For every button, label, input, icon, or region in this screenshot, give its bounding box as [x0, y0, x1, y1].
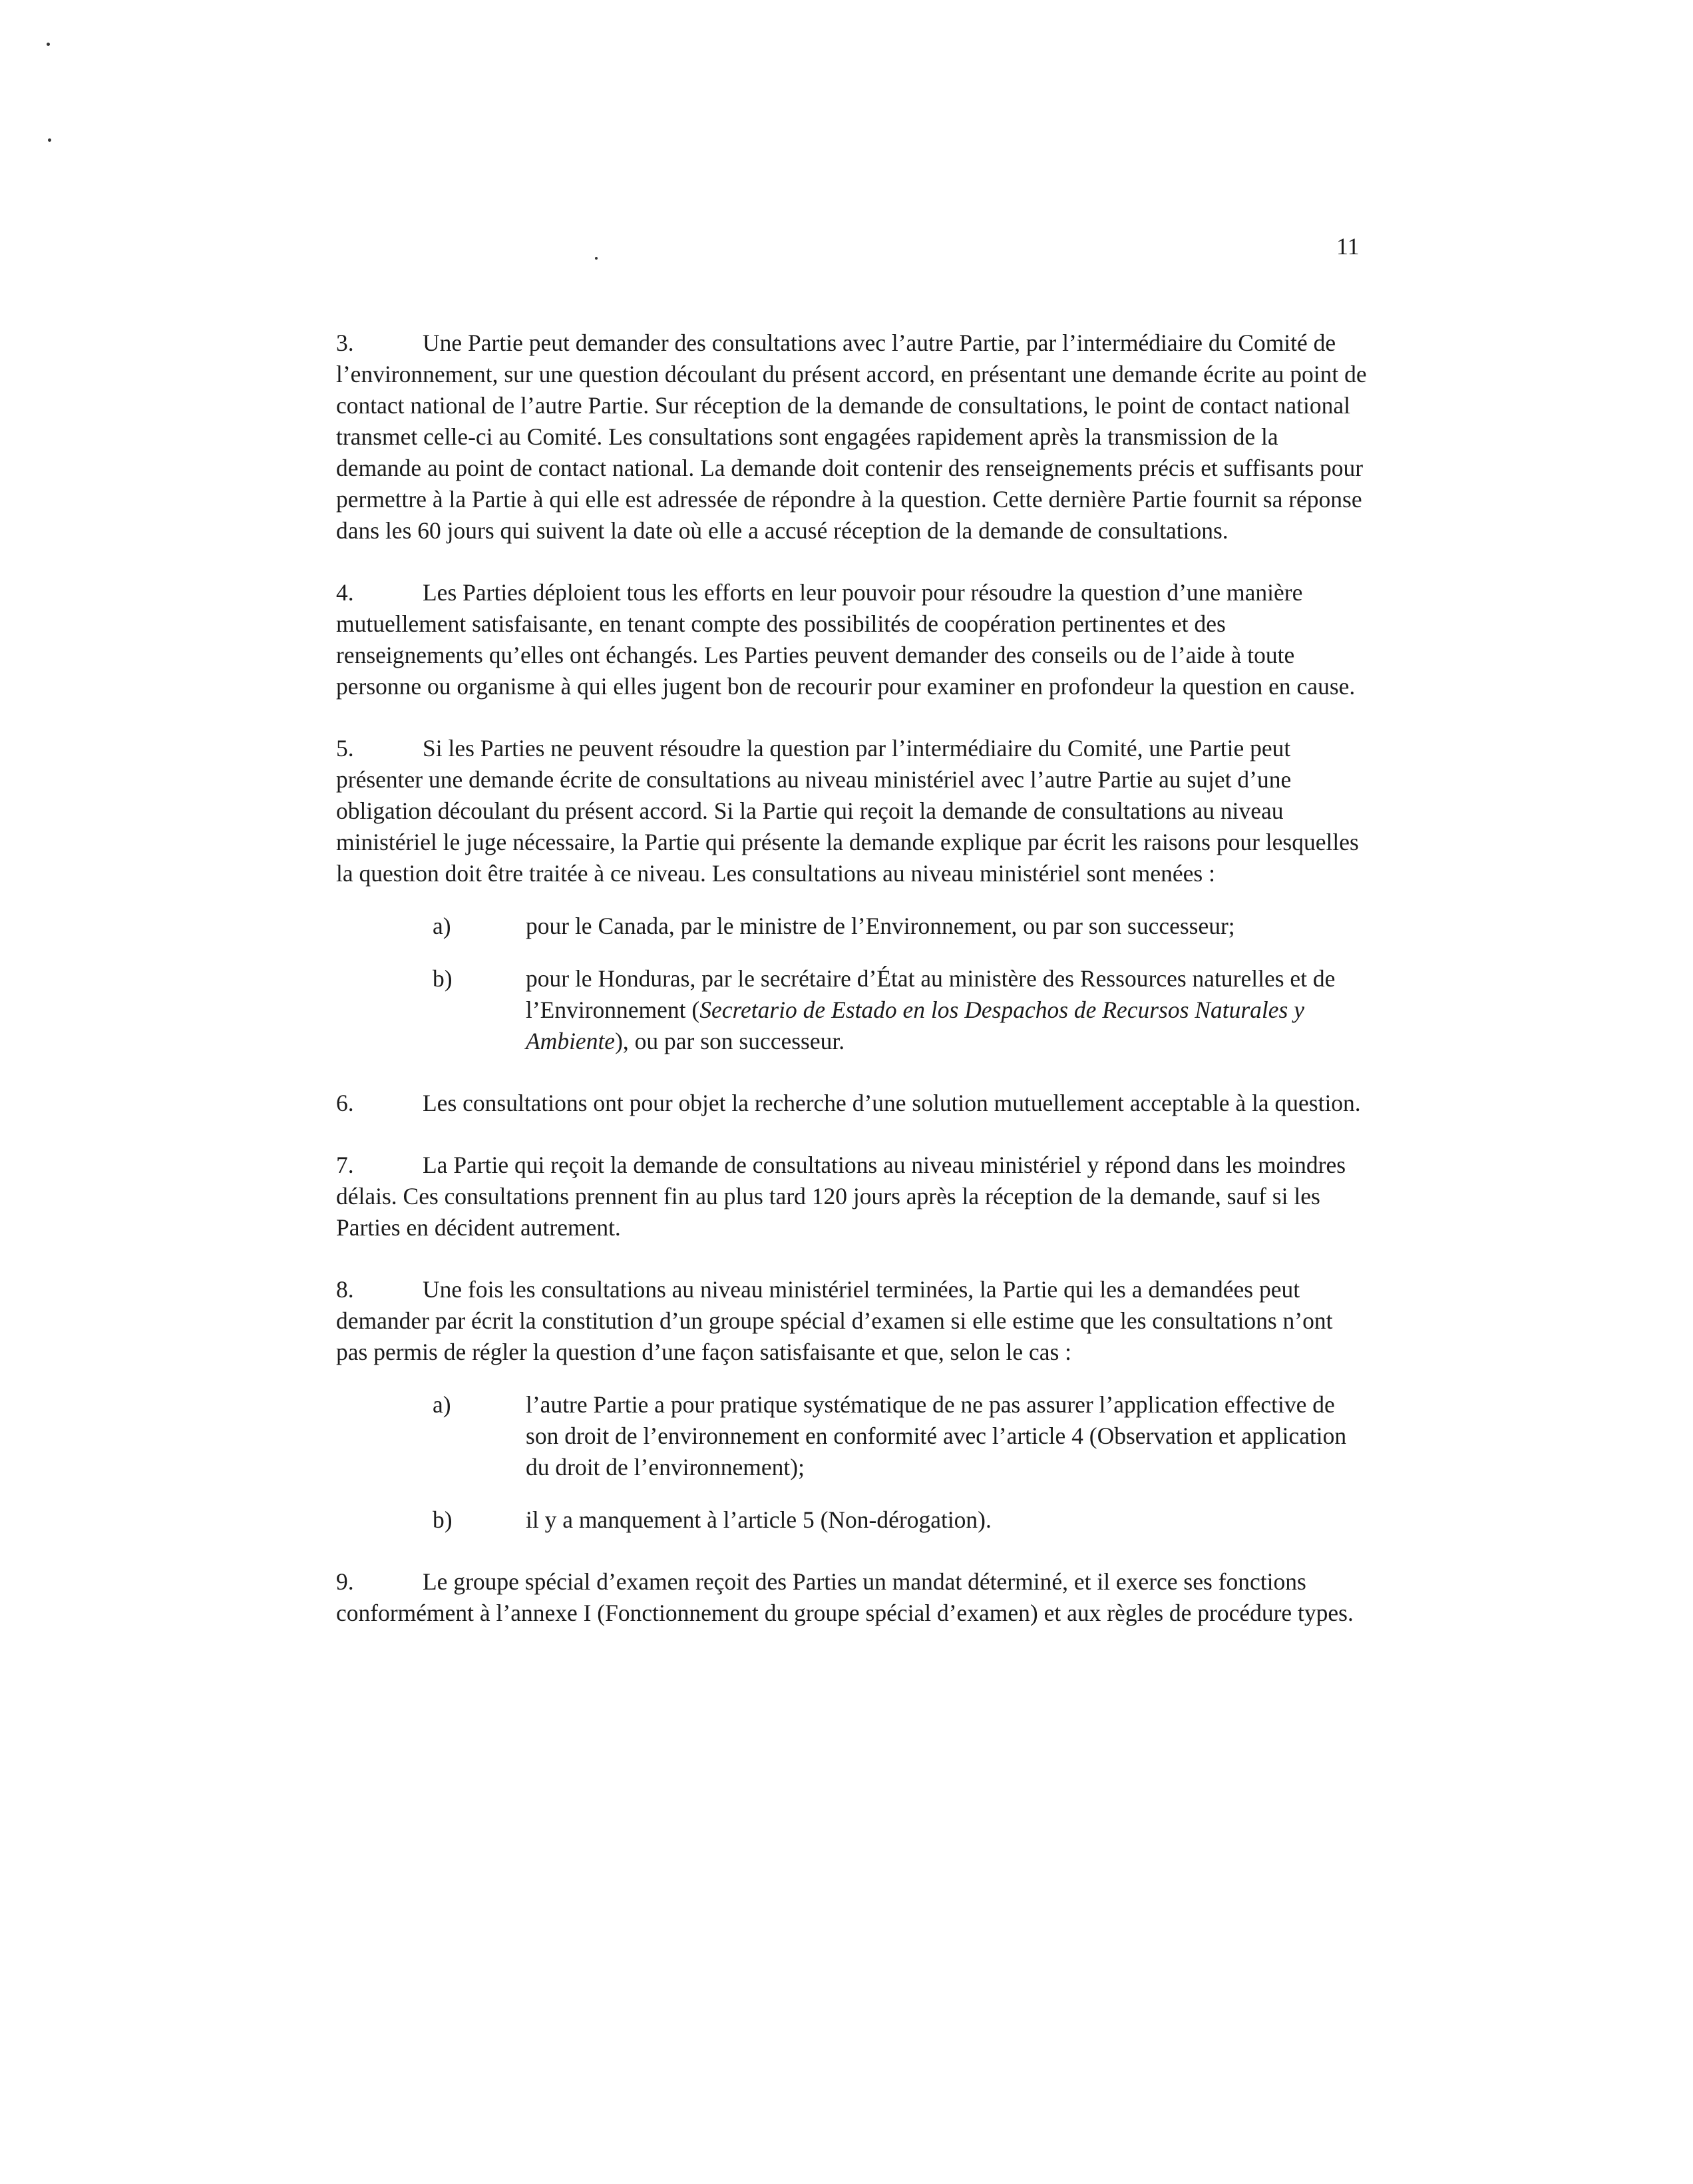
paragraph-text: Une Partie peut demander des consultations avec l’autre Partie, par l’intermédiaire du Comité de l’environnement, sur une question découlant du présent accord, en présentant une demande écrite au point de contact national de l’autre Partie. Sur réception de la demande de consultations, le point de contact national transmet celle-ci au Comité. Les consultations sont engagées rapidement après la transmission de la demande au point de contact national. La demande doit contenir des renseignements précis et suffisants pour permettre à la Partie à qui elle est adressée de répondre à la question. Cette dernière Partie fournit sa réponse dans les 60 jours qui suivent la date où elle a accusé réception de la demande de consultations. [336, 329, 1367, 544]
paragraph-9 [336, 1566, 1368, 1629]
paragraph-5 [336, 733, 1368, 889]
scan-speck [595, 257, 598, 260]
list-item [433, 911, 1368, 942]
list-item-label: b) [433, 1506, 453, 1533]
document-body [336, 328, 1368, 1659]
paragraph-number: 9. [336, 1568, 354, 1595]
list-item-text: pour le Canada, par le ministre de l’Environnement, ou par son successeur; [526, 913, 1235, 939]
paragraph-number: 3. [336, 329, 354, 356]
paragraph-7 [336, 1150, 1368, 1243]
spanish-ministry-name: Secretario de Estado en los Despachos de Recursos Naturales y Ambiente [526, 996, 1304, 1054]
paragraph-text: La Partie qui reçoit la demande de consultations au niveau ministériel y répond dans les moindres délais. Ces consultations prennent fin au plus tard 120 jours après la réception de la demande, sauf si les Parties en décident autrement. [336, 1152, 1346, 1241]
paragraph-5-list [336, 911, 1368, 1057]
paragraph-number: 4. [336, 579, 354, 606]
paragraph-4 [336, 577, 1368, 702]
list-item-text-end: ), ou par son successeur. [615, 1028, 845, 1054]
paragraph-text: Les Parties déploient tous les efforts en leur pouvoir pour résoudre la question d’une manière mutuellement satisfaisante, en tenant compte des possibilités de coopération pertinentes et des renseignements qu’elles ont échangés. Les Parties peuvent demander des conseils ou de l’aide à toute personne ou organisme à qui elles jugent bon de recourir pour examiner en profondeur la question en cause. [336, 579, 1356, 700]
list-item [433, 963, 1368, 1057]
paragraph-8-list [336, 1389, 1368, 1536]
paragraph-6 [336, 1088, 1368, 1119]
paragraph-number: 5. [336, 735, 354, 762]
paragraph-number: 7. [336, 1152, 354, 1178]
paragraph-3 [336, 328, 1368, 546]
list-item-label: a) [433, 1391, 451, 1418]
list-item-label: b) [433, 965, 453, 992]
paragraph-number: 8. [336, 1276, 354, 1303]
list-item-text-start: pour le Honduras, par le secrétaire d’État au ministère des Ressources naturelles et de l’Environnement ( [526, 965, 1336, 1023]
list-item-text: l’autre Partie a pour pratique systématique de ne pas assurer l’application effective de son droit de l’environnement en conformité avec l’article 4 (Observation et application du droit de l’environnement); [526, 1391, 1347, 1480]
paragraph-number: 6. [336, 1090, 354, 1116]
list-item-label: a) [433, 913, 451, 939]
paragraph-text: Une fois les consultations au niveau ministériel terminées, la Partie qui les a demandées peut demander par écrit la constitution d’un groupe spécial d’examen si elle estime que les consultations n’ont pas permis de régler la question d’une façon satisfaisante et que, selon le cas : [336, 1276, 1333, 1365]
paragraph-text: Si les Parties ne peuvent résoudre la question par l’intermédiaire du Comité, une Partie peut présenter une demande écrite de consultations au niveau ministériel avec l’autre Partie au sujet d’une obligation découlant du présent accord. Si la Partie qui reçoit la demande de consultations au niveau ministériel le juge nécessaire, la Partie qui présente la demande explique par écrit les raisons pour lesquelles la question doit être traitée à ce niveau. Les consultations au niveau ministériel sont menées : [336, 735, 1359, 887]
list-item-text [526, 963, 1368, 1057]
paragraph-text: Le groupe spécial d’examen reçoit des Parties un mandat déterminé, et il exerce ses fonctions conformément à l’annexe I (Fonctionnement du groupe spécial d’examen) et aux règles de procédure types. [336, 1568, 1354, 1626]
page-number: 11 [1336, 233, 1360, 260]
scan-speck [47, 43, 50, 46]
scan-speck [48, 138, 51, 142]
paragraph-text: Les consultations ont pour objet la recherche d’une solution mutuellement acceptable à la question. [423, 1090, 1361, 1116]
list-item [433, 1389, 1368, 1483]
paragraph-8 [336, 1274, 1368, 1368]
list-item [433, 1504, 1368, 1536]
list-item-text: il y a manquement à l’article 5 (Non-dérogation). [526, 1506, 992, 1533]
